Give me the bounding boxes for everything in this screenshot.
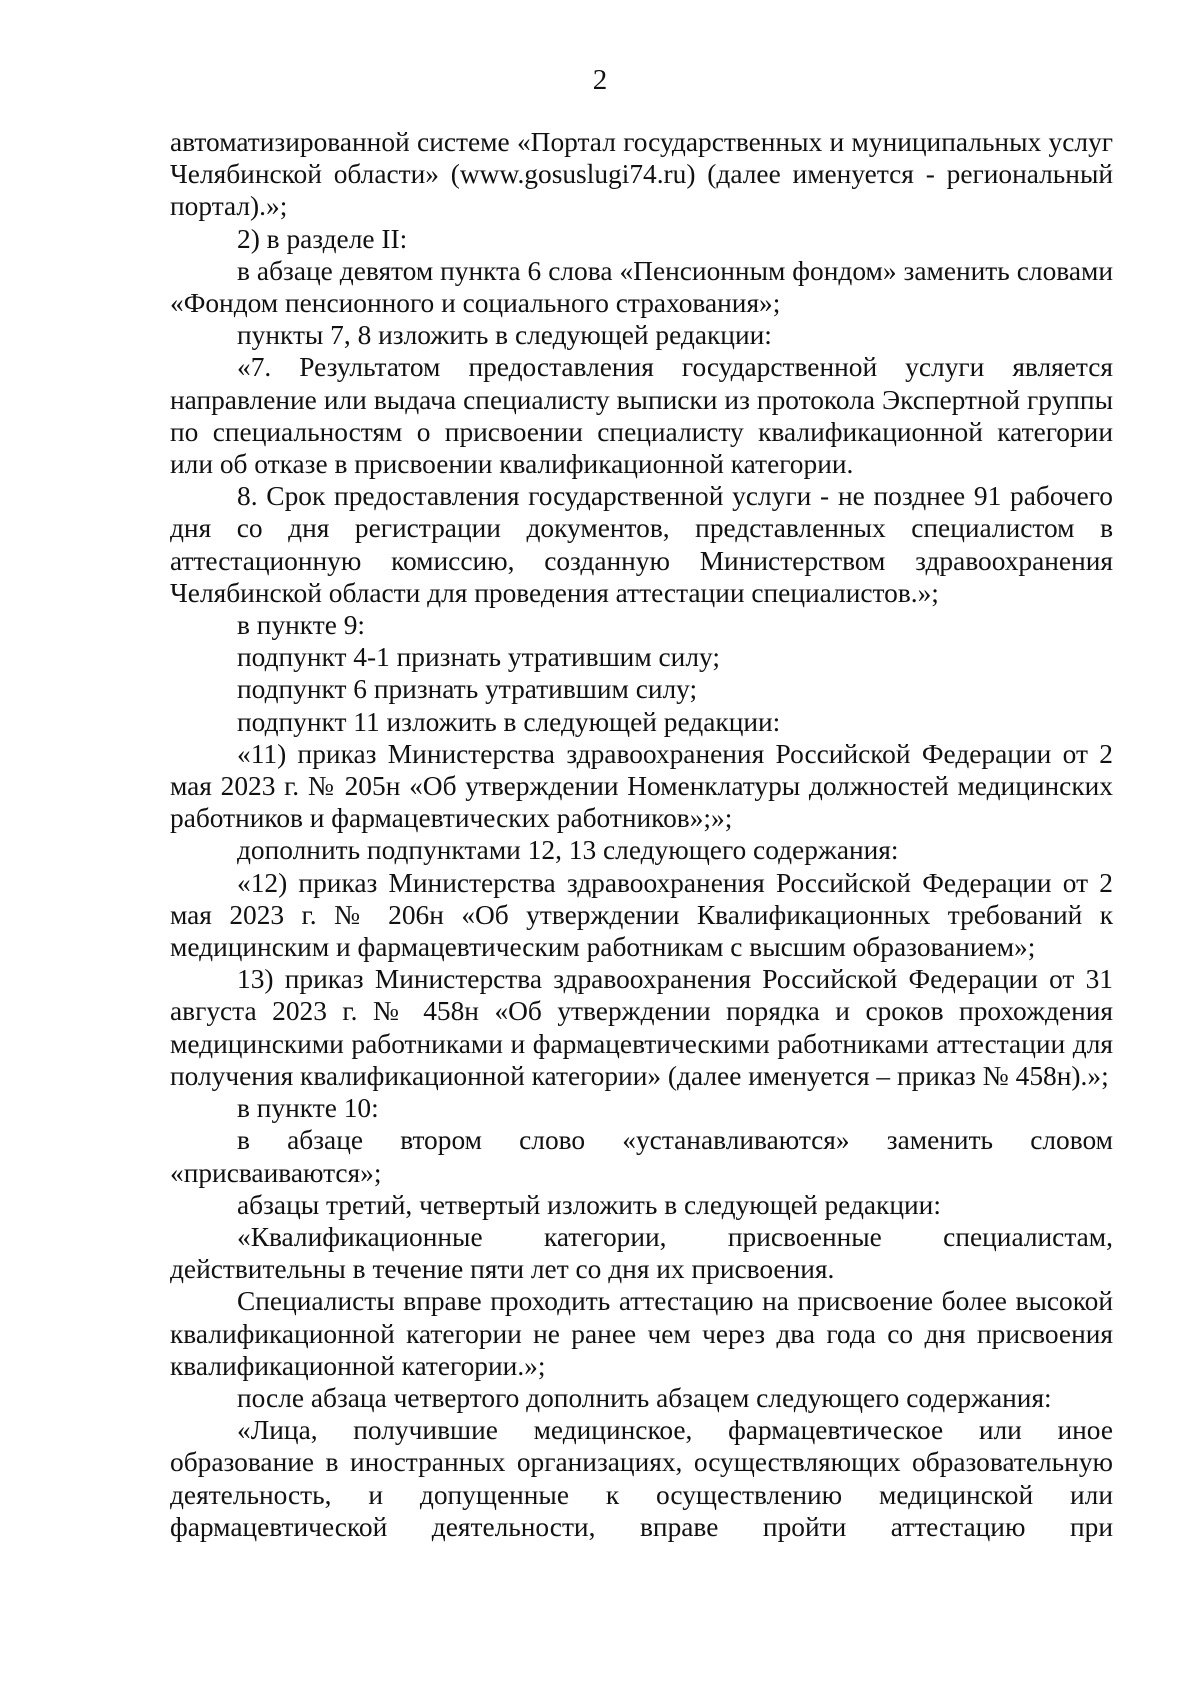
paragraph: дополнить подпунктами 12, 13 следующего содержания: (237, 835, 899, 866)
paragraph: «Лица, получившие медицинское, фармацевтическое или иное образование в иностранных организациях, осуществляющих образовательную деятельность, и допущенные к осуществлению медицинской или фармацевтической деятельности, вправе пройти аттестацию при (170, 1415, 1113, 1542)
paragraph: «11) приказ Министерства здравоохранения Российской Федерации от 2 мая 2023 г. № 205н «Об утверждении Номенклатуры должностей медицинских работников и фармацевтических работников»;»; (170, 738, 1113, 834)
paragraph: подпункт 4-1 признать утратившим силу; (237, 642, 720, 673)
document-body (170, 126, 1113, 1543)
paragraph: пункты 7, 8 изложить в следующей редакции: (237, 320, 772, 351)
paragraph: в абзаце втором слово «устанавливаются» заменить словом «присваиваются»; (170, 1125, 1113, 1188)
paragraph: в пункте 9: (237, 610, 366, 641)
paragraph: «7. Результатом предоставления государственной услуги является направление или выдача специалисту выписки из протокола Экспертной группы по специальностям о присвоении специалисту квалификационной категории или об отказе в присвоении квалификационной категории. (170, 352, 1113, 480)
paragraph: 2) в разделе II: (237, 223, 408, 254)
paragraph: подпункт 6 признать утратившим силу; (237, 674, 698, 705)
paragraph: «Квалификационные категории, присвоенные специалистам, действительны в течение пяти лет со дня их присвоения. (170, 1221, 1113, 1285)
paragraph: подпункт 11 изложить в следующей редакции: (237, 706, 781, 737)
paragraph: 13) приказ Министерства здравоохранения Российской Федерации от 31 августа 2023 г. № 458н «Об утверждении порядка и сроков прохождения медицинскими работниками и фармацевтическими работниками аттестации для получения квалификационной категории» (далее именуется – приказ № 458н).»; (170, 964, 1113, 1091)
page-number: 2 (592, 64, 608, 96)
paragraph: Специалисты вправе проходить аттестацию на присвоение более высокой квалификационной категории не ранее чем через два года со дня присвоения квалификационной категории.»; (170, 1286, 1113, 1381)
paragraph: после абзаца четвертого дополнить абзацем следующего содержания: (237, 1382, 1052, 1413)
paragraph: в абзаце девятом пункта 6 слова «Пенсионным фондом» заменить словами «Фондом пенсионного и социального страхования»; (170, 255, 1113, 319)
paragraph: в пункте 10: (237, 1093, 379, 1124)
paragraph: 8. Срок предоставления государственной услуги - не позднее 91 рабочего дня со дня регистрации документов, представленных специалистом в аттестационную комиссию, созданную Министерством здравоохранения Челябинской области для проведения аттестации специалистов.»; (170, 481, 1113, 608)
paragraph: автоматизированной системе «Портал государственных и муниципальных услуг Челябинской области» (www.gosuslugi74.ru) (далее именуется - региональный портал).»; (170, 127, 1113, 222)
paragraph: «12) приказ Министерства здравоохранения Российской Федерации от 2 мая 2023 г. № 206н «Об утверждении Квалификационных требований к медицинским и фармацевтическим работникам с высшим образованием»; (170, 867, 1113, 963)
paragraph: абзацы третий, четвертый изложить в следующей редакции: (237, 1189, 941, 1220)
